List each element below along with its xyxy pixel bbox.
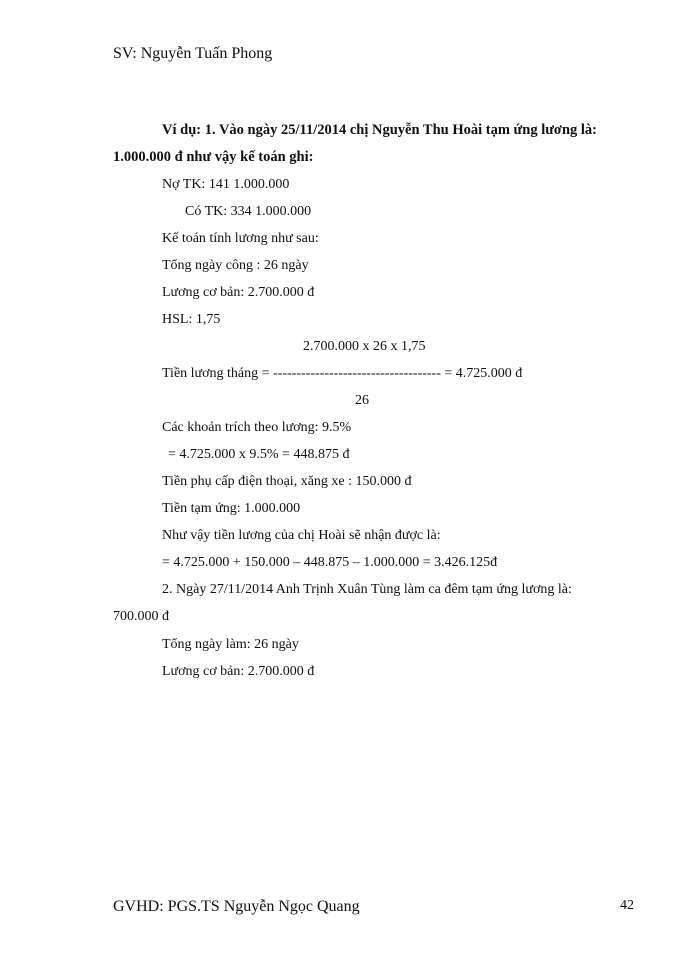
example-title-line2: 1.000.000 đ như vậy kế toán ghi: — [113, 149, 314, 165]
formula-numerator: 2.700.000 x 26 x 1,75 — [303, 339, 426, 354]
calc-intro: Kế toán tính lương như sau: — [162, 231, 319, 246]
second-total-days: Tổng ngày làm: 26 ngày — [162, 637, 299, 652]
example-title-line1: Ví dụ: 1. Vào ngày 25/11/2014 chị Nguyễn Thu Hoài tạm ứng lương là: — [162, 122, 597, 138]
formula-denominator: 26 — [355, 393, 369, 408]
deductions: Các khoản trích theo lương: 9.5% — [162, 420, 352, 435]
second-example-line2: 700.000 đ — [113, 609, 169, 624]
allowance: Tiền phụ cấp điện thoại, xăng xe : 150.000 đ — [162, 474, 412, 489]
second-example-line1: 2. Ngày 27/11/2014 Anh Trịnh Xuân Tùng làm ca đêm tạm ứng lương là: — [162, 582, 572, 597]
monthly-salary: Tiền lương tháng = ------------------------------------ = 4.725.000 đ — [162, 366, 523, 381]
page-number: 42 — [620, 898, 634, 913]
base-salary: Lương cơ bản: 2.700.000 đ — [162, 285, 315, 300]
total-days: Tổng ngày công : 26 ngày — [162, 258, 309, 273]
net-calc: = 4.725.000 + 150.000 – 448.875 – 1.000.000 = 3.426.125đ — [162, 555, 498, 570]
header-student: SV: Nguyễn Tuấn Phong — [113, 45, 273, 62]
debit-entry: Nợ TK: 141 1.000.000 — [162, 177, 290, 192]
credit-entry: Có TK: 334 1.000.000 — [185, 204, 312, 219]
second-base-salary: Lương cơ bản: 2.700.000 đ — [162, 664, 315, 679]
net-intro: Như vậy tiền lương của chị Hoài sẽ nhận được là: — [162, 528, 441, 543]
advance: Tiền tạm ứng: 1.000.000 — [162, 501, 301, 516]
hsl: HSL: 1,75 — [162, 312, 221, 327]
footer-supervisor: GVHD: PGS.TS Nguyễn Ngọc Quang — [113, 898, 360, 915]
deductions-calc: = 4.725.000 x 9.5% = 448.875 đ — [168, 447, 350, 462]
